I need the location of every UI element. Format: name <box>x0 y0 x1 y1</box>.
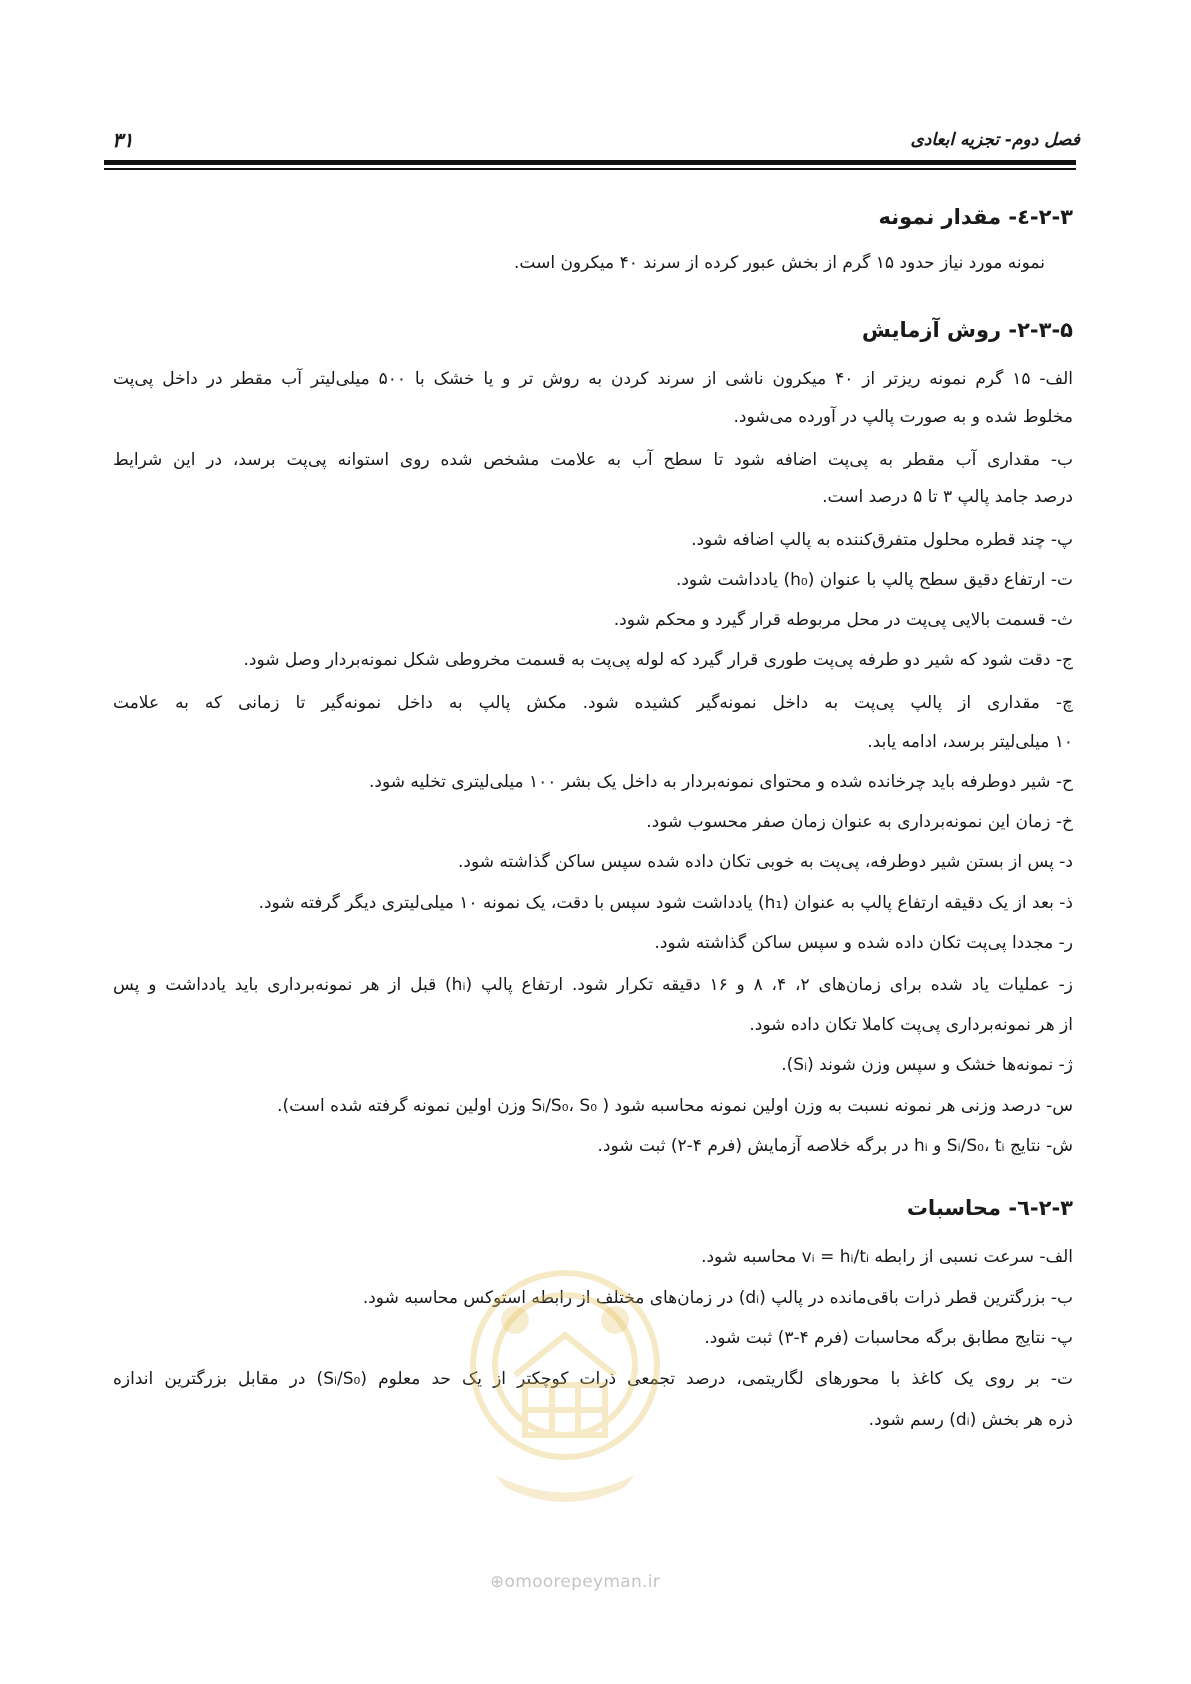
page-number: ۳۱ <box>112 128 134 152</box>
list-item: ر- مجددا پی‌پت تکان داده شده و سپس ساکن گذاشته شود. <box>654 933 1073 953</box>
list-item: ج- دقت شود که شیر دو طرفه پی‌پت طوری قرار گیرد که لوله پی‌پت به قسمت مخروطی شکل نمونه‌بردار وصل شود. <box>243 650 1073 670</box>
list-item: ژ- نمونه‌ها خشک و سپس وزن شوند (Sᵢ). <box>781 1055 1073 1075</box>
list-item: ب- بزرگترین قطر ذرات باقی‌مانده در پالپ (dᵢ) در زمان‌های مختلف از رابطه استوکس محاسبه شود. <box>362 1288 1073 1308</box>
list-item: ذ- بعد از یک دقیقه ارتفاع پالپ به عنوان (h₁) یادداشت شود سپس با دقت، یک نمونه ۱۰ میلی‌لیتری دیگر گرفته شود. <box>258 893 1073 913</box>
watermark-url: omoorepeyman.ir <box>504 1572 661 1592</box>
section-heading-test-method: ۲-۳-۵- روش آزمایش <box>861 318 1073 342</box>
list-item: درصد جامد پالپ ۳ تا ۵ درصد است. <box>822 487 1073 507</box>
list-item: پ- نتایج مطابق برگه محاسبات (فرم ۴-۳) ثبت شود. <box>704 1328 1073 1348</box>
list-item: چ- مقداری از پالپ پی‌پت به داخل نمونه‌گیر کشیده شود. مکش پالپ به داخل نمونه‌گیر تا زمانی که به علامت <box>113 693 1073 713</box>
list-item: مخلوط شده و به صورت پالپ در آورده می‌شود. <box>733 407 1073 427</box>
list-item: ش- نتایج Sᵢ/S₀، tᵢ و hᵢ در برگه خلاصه آزمایش (فرم ۴-۲) ثبت شود. <box>597 1136 1073 1156</box>
list-item: ح- شیر دوطرفه باید چرخانده شده و محتوای نمونه‌بردار به داخل یک بشر ۱۰۰ میلی‌لیتری تخلیه شود. <box>369 772 1073 792</box>
section-heading-sample-amount: ۲-۳-٤- مقدار نمونه <box>878 205 1073 229</box>
list-item: الف- سرعت نسبی از رابطه vᵢ = hᵢ/tᵢ محاسبه شود. <box>701 1247 1073 1267</box>
section-heading-calculations: ۲-۳-٦- محاسبات <box>906 1196 1073 1220</box>
list-item: ذره هر بخش (dᵢ) رسم شود. <box>868 1410 1073 1430</box>
list-item: خ- زمان این نمونه‌برداری به عنوان زمان صفر محسوب شود. <box>646 812 1073 832</box>
list-item: ب- مقداری آب مقطر به پی‌پت اضافه شود تا سطح آب به علامت مشخص شده روی استوانه پی‌پت برسد، در این شرایط <box>113 450 1073 470</box>
watermark-icon: ⊕ <box>490 1572 505 1592</box>
paragraph: نمونه مورد نیاز حدود ۱۵ گرم از بخش عبور کرده از سرند ۴۰ میکرون است. <box>513 253 1045 273</box>
header-rule-thick <box>104 160 1076 165</box>
list-item: پ- چند قطره محلول متفرق‌کننده به پالپ اضافه شود. <box>691 530 1073 550</box>
page-header <box>100 130 1080 154</box>
watermark-text <box>490 1572 660 1592</box>
chapter-title: فصل دوم- تجزیه ابعادی <box>910 130 1080 150</box>
list-item: ت- بر روی یک کاغذ با محورهای لگاریتمی، درصد تجمعی ذرات کوچکتر از یک حد معلوم (Sᵢ/S₀) در مقابل بزرگترین اندازه <box>113 1369 1073 1389</box>
list-item: ت- ارتفاع دقیق سطح پالپ با عنوان (h₀) یادداشت شود. <box>675 570 1073 590</box>
header-rule-thin <box>104 168 1076 170</box>
list-item: س- درصد وزنی هر نمونه نسبت به وزن اولین نمونه محاسبه شود ( Sᵢ/S₀، S₀ وزن اولین نمونه گرفته شده است). <box>277 1096 1073 1116</box>
list-item: ث- قسمت بالایی پی‌پت در محل مربوطه قرار گیرد و محکم شود. <box>613 610 1073 630</box>
list-item: از هر نمونه‌برداری پی‌پت کاملا تکان داده شود. <box>749 1015 1073 1035</box>
list-item: ۱۰ میلی‌لیتر برسد، ادامه یابد. <box>867 732 1073 752</box>
list-item: د- پس از بستن شیر دوطرفه، پی‌پت به خوبی تکان داده شده سپس ساکن گذاشته شود. <box>458 852 1073 872</box>
list-item: ز- عملیات یاد شده برای زمان‌های ۲، ۴، ۸ و ۱۶ دقیقه تکرار شود. ارتفاع پالپ (hᵢ) قبل از هر نمونه‌برداری باید یادداشت و پس <box>113 975 1074 995</box>
list-item: الف- ۱۵ گرم نمونه ریزتر از ۴۰ میکرون ناشی از سرند کردن به روش تر و یا خشک با ۵۰۰ میلی‌لیتر آب مقطر در داخل پی‌پت <box>113 369 1074 389</box>
